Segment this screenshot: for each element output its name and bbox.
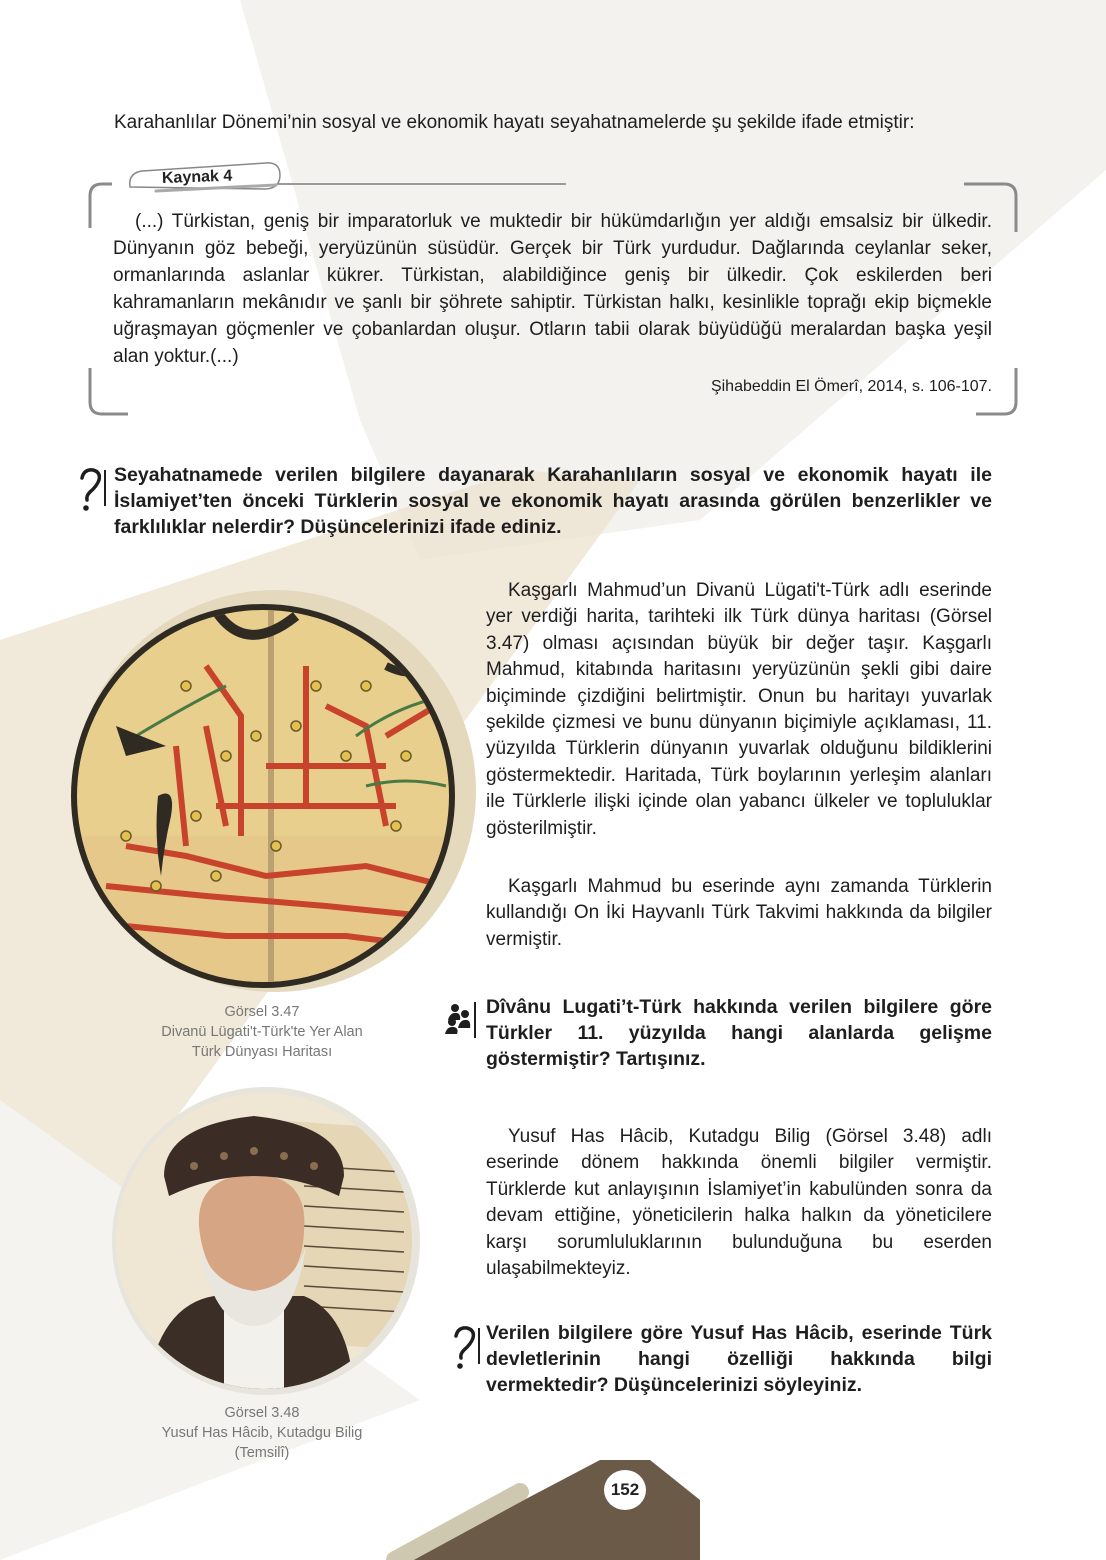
question-1: Seyahatnamede verilen bilgilere dayanarak Karahanlıların sosyal ve ekonomik hayatı ile İslamiyet’ten önceki Türklerin sosyal ve ekonomik hayatı arasında görülen benzerlikler ve farklılıklar nelerdir? Düşüncelerinizi ifade ediniz.: [114, 464, 992, 538]
map-paragraph-text: Kaşgarlı Mahmud’un Divanü Lügati't-Türk adlı eserinde yer verdiği harita, tarihteki ilk Türk dünya haritası (Görsel 3.47) olması açısından büyük bir değer taşır. Kaşgarlı Mahmud, kitabında haritasını yeryüzünün şekli gibi daire biçiminde çizdiğini belirtmiştir. Onun bu haritayı yuvarlak şekilde çizmesi ve bunu dünyanın biçimiyle açıklaması, 11. yüzyılda Türklerin dünyanın yuvarlak olduğunu bildiklerini göstermektedir. Haritada, Türk boylarının yerleşim alanları ile Türklerle ilişki içinde olan yabancı ülkeler ve topluluklar gösterilmiştir.: [486, 580, 992, 839]
figure-1-title: Divanü Lügati't-Türk'te Yer Alan: [161, 1024, 363, 1040]
bg-bottom-brown-band: [410, 1460, 700, 1560]
map-figure: [66, 586, 476, 996]
source-quote: [113, 208, 992, 370]
figure-1-number: Görsel 3.47: [224, 1004, 300, 1020]
figure-2-note: (Temsilî): [234, 1445, 290, 1461]
question-icon: [450, 1324, 484, 1372]
map-paragraph: [486, 578, 992, 842]
discussion-icon: [444, 998, 478, 1046]
figure-1-caption: [132, 1002, 392, 1062]
question-3: Verilen bilgilere göre Yusuf Has Hâcib, eserinde Türk devletlerinin hangi özelliği hakkında bilgi vermektedir? Düşüncelerinizi söyleyiniz.: [486, 1322, 992, 1396]
source-quote-text: (...) Türkistan, geniş bir imparatorluk ve muktedir bir hükümdarlığın yer aldığı emsalsiz bir ülkedir. Dünyanın göz bebeği, yeryüzünün süsüdür. Gerçek bir Türk yurdudur. Dağlarında ceylanlar seker, ormanlarında aslanlar kükrer. Türkistan, alabildiğince geniş bir ülkedir. Çok eskilerden beri kahramanların mekânıdır ve şanlı bir şöhrete sahiptir. Türkistan halkı, kesinlikle toprağı ekip biçmekle uğraşmayan göçmenler ve çobanlardan oluşur. Otların tabii olarak büyüdüğü meralardan başka yeşil alan yoktur.(...): [113, 211, 992, 367]
question-2: Dîvânu Lugati’t-Türk hakkında verilen bilgilere göre Türkler 11. yüzyılda hangi alanlarda gelişme göstermiştir? Tartışınız.: [486, 996, 992, 1070]
kutadgu-paragraph: [486, 1124, 992, 1282]
figure-2-title: Yusuf Has Hâcib, Kutadgu Bilig: [161, 1425, 363, 1441]
figure-2-caption: [132, 1403, 392, 1463]
kutadgu-paragraph-text: Yusuf Has Hâcib, Kutadgu Bilig (Görsel 3.48) adlı eserinde dönem hakkında önemli bilgiler vermiştir. Türklerde kut anlayışının İslamiyet’in kabulünden sonra da devam ettiğine, yöneticilerin halka halkın da yöneticilere karşı sorumluluklarının bulunduğuna bu eserden ulaşabilmekteyiz.: [486, 1126, 992, 1280]
calendar-paragraph: [486, 874, 992, 953]
portrait-figure: [104, 1086, 424, 1396]
source-label: Kaynak 4: [161, 167, 233, 187]
figure-1-title-line2: Türk Dünyası Haritası: [191, 1044, 333, 1060]
question-icon: [76, 466, 110, 514]
source-citation: Şihabeddin El Ömerî, 2014, s. 106-107.: [710, 378, 992, 395]
calendar-paragraph-text: Kaşgarlı Mahmud bu eserinde aynı zamanda Türklerin kullandığı On İki Hayvanlı Türk Takvimi hakkında da bilgiler vermiştir.: [486, 876, 992, 950]
figure-2-number: Görsel 3.48: [224, 1405, 300, 1421]
intro-text: Karahanlılar Dönemi’nin sosyal ve ekonomik hayatı seyahatnamelerde şu şekilde ifade etmiştir:: [114, 112, 915, 133]
source-label-tab: [126, 161, 284, 195]
page-number: 152: [604, 1470, 646, 1510]
